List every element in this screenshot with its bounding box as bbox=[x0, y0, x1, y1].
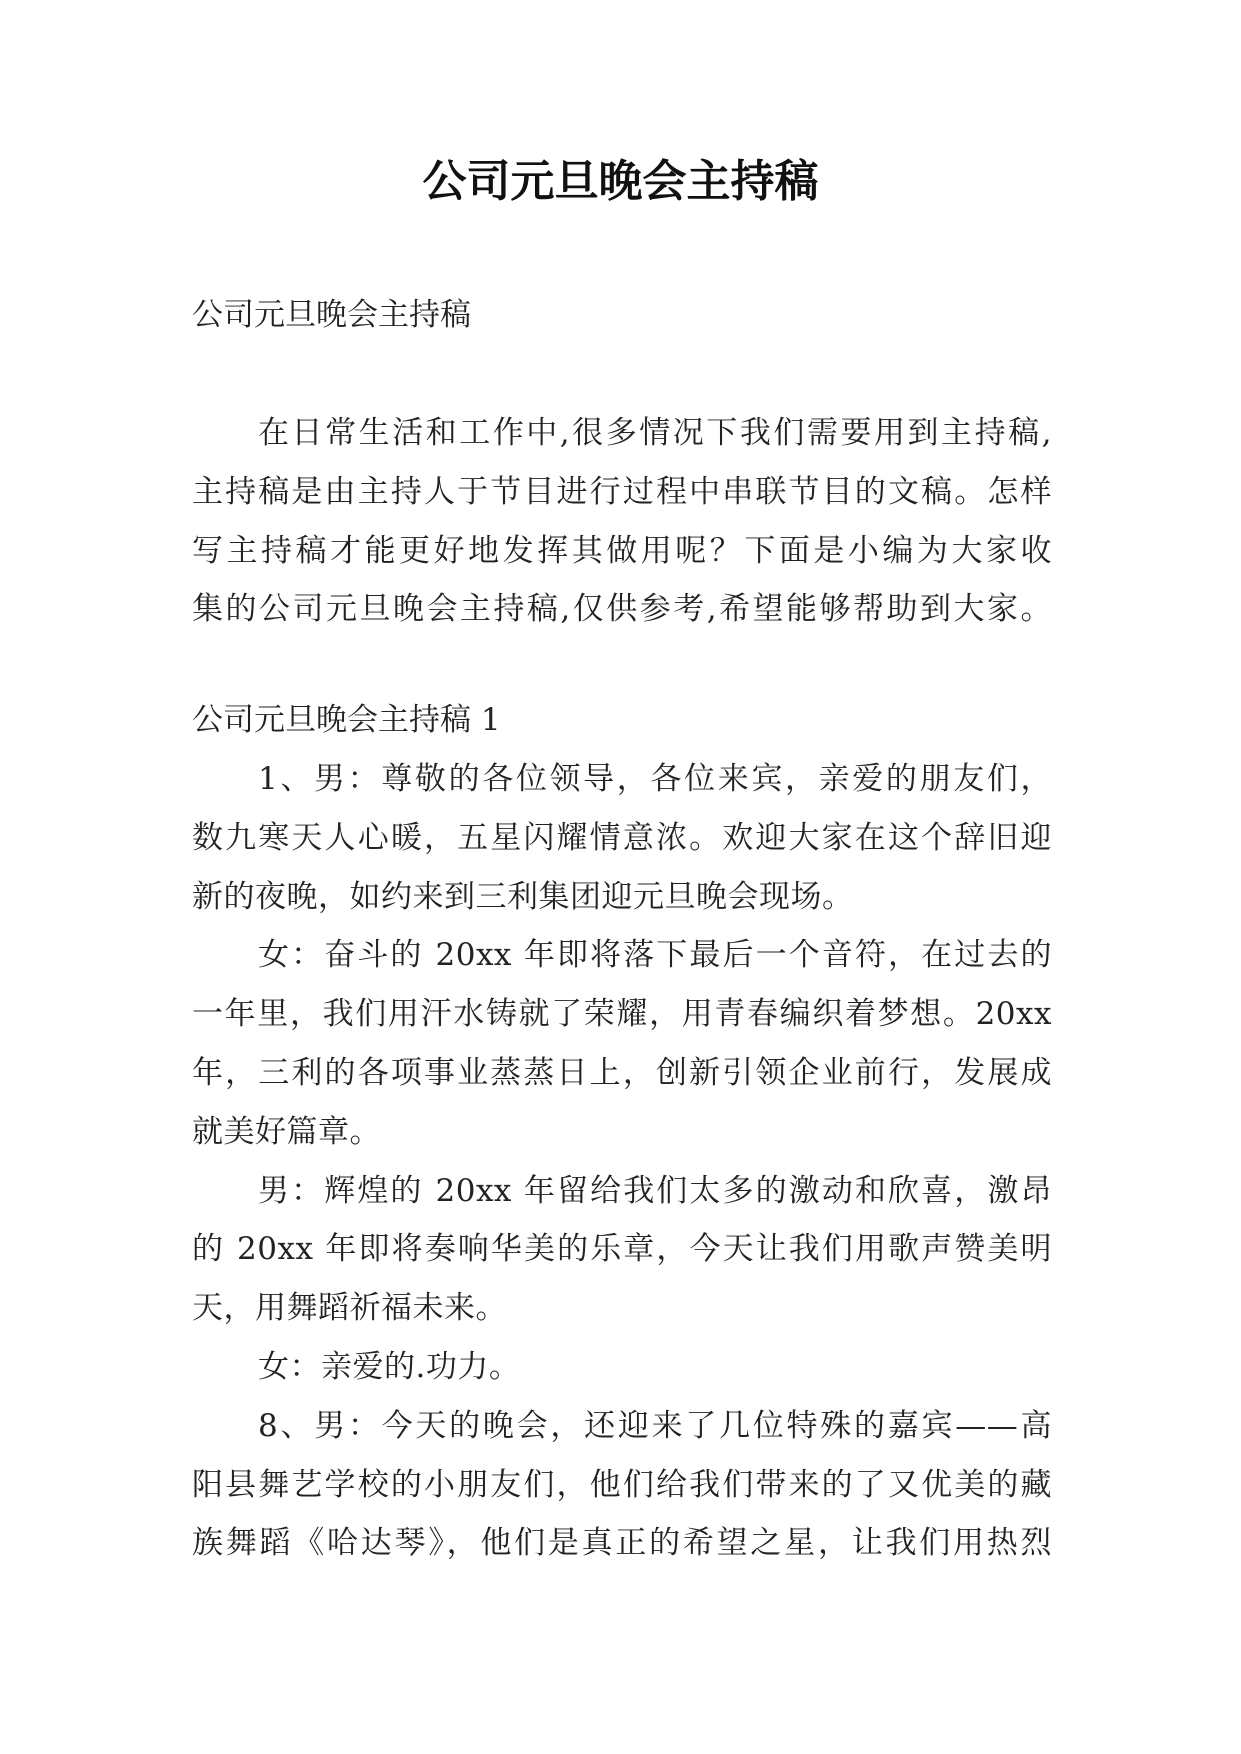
script-line: 族舞蹈《哈达琴》，他们是真正的希望之星，让我们用热烈 bbox=[192, 1525, 1052, 1562]
script-line: 的 20xx 年即将奏响华美的乐章，今天让我们用歌声赞美明 bbox=[192, 1231, 1052, 1268]
script-line: 一年里，我们用汗水铸就了荣耀，用青春编织着梦想。20xx bbox=[192, 996, 1052, 1033]
script-line: 数九寒天人心暖，五星闪耀情意浓。欢迎大家在这个辞旧迎 bbox=[192, 819, 1052, 856]
document-title: 公司元旦晚会主持稿 bbox=[422, 156, 819, 207]
intro-paragraph bbox=[192, 404, 1052, 639]
intro-line: 主持稿是由主持人于节目进行过程中串联节目的文稿。怎样 bbox=[192, 473, 1052, 510]
script-body bbox=[192, 750, 1052, 1573]
script-line: 女：奋斗的 20xx 年即将落下最后一个音符，在过去的 bbox=[258, 937, 1052, 974]
script-line: 就美好篇章。 bbox=[192, 1113, 381, 1150]
intro-line: 集的公司元旦晚会主持稿,仅供参考,希望能够帮助到大家。 bbox=[192, 591, 1052, 628]
script-line: 新的夜晚，如约来到三利集团迎元旦晚会现场。 bbox=[192, 878, 854, 915]
script-line: 天，用舞蹈祈福未来。 bbox=[192, 1290, 507, 1327]
script-line: 1、男：尊敬的各位领导，各位来宾，亲爱的朋友们， bbox=[258, 761, 1052, 797]
script-line: 8、男：今天的晚会，还迎来了几位特殊的嘉宾——高 bbox=[258, 1407, 1052, 1444]
script-line: 男：辉煌的 20xx 年留给我们太多的激动和欣喜，激昂 bbox=[258, 1172, 1052, 1209]
section-heading: 公司元旦晚会主持稿 1 bbox=[192, 702, 501, 738]
intro-line: 写主持稿才能更好地发挥其做用呢？下面是小编为大家收 bbox=[192, 532, 1052, 569]
script-line: 女：亲爱的.功力。 bbox=[258, 1348, 521, 1385]
script-line: 年，三利的各项事业蒸蒸日上，创新引领企业前行，发展成 bbox=[192, 1054, 1052, 1091]
script-line: 阳县舞艺学校的小朋友们，他们给我们带来的了又优美的藏 bbox=[192, 1466, 1052, 1503]
document-subtitle: 公司元旦晚会主持稿 bbox=[192, 297, 471, 333]
intro-line: 在日常生活和工作中,很多情况下我们需要用到主持稿, bbox=[258, 415, 1052, 451]
